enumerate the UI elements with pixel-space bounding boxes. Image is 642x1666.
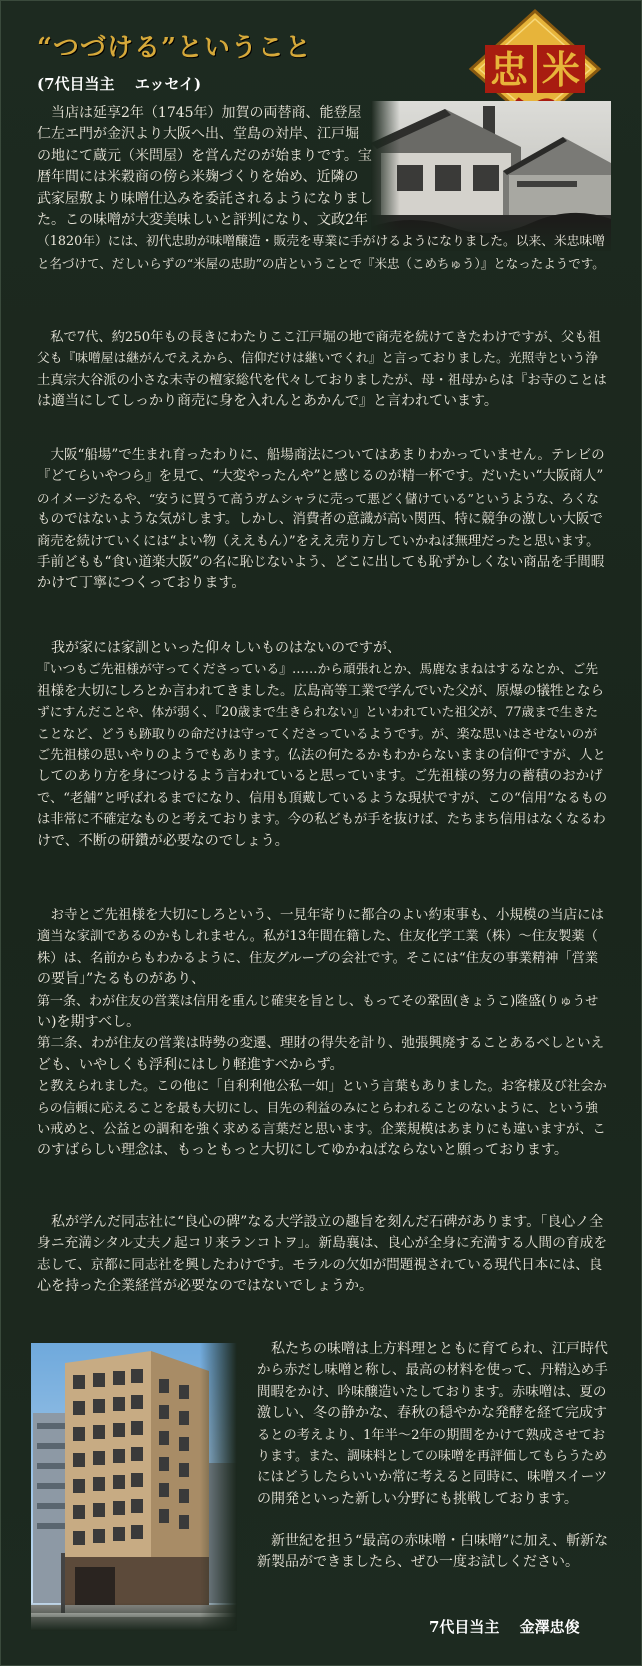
- text-line: 『いつもご先祖様が守ってくださっている』……から頑張れとか、馬鹿なまねはするなとか、ご先: [37, 662, 598, 678]
- text-line: ども、いやしくも浮利にはしり軽進すべからず。: [37, 1056, 344, 1073]
- text-line: （1820年）には、初代忠助が味噌醸造・販売を専業に手がけるようになりました。以来、米忠味噌: [37, 234, 605, 250]
- text-line: は適当にしてしっかり商売に身を入れんとあかんで』と言われています。: [37, 393, 498, 410]
- essay-paragraph: [37, 103, 607, 274]
- essay-paragraph: [37, 445, 607, 595]
- text-line: 株）は、名前からもわかるように、住友グループの会社です。そこには“住友の事業精神「営業: [37, 950, 599, 966]
- text-line: 暦年間には米穀商の傍ら米麹づくりを始め、近隣の: [37, 169, 359, 186]
- text-line: から赤だし味噌と称し、最高の材料を使って、丹精込め手: [257, 1362, 608, 1379]
- text-line: 心を持った企業経営が必要なのではないでしょうか。: [37, 1278, 373, 1295]
- text-line: 土真宗大谷派の小さな末寺の檀家総代を代々しておりましたが、母・祖母からは『お寺のことは: [37, 372, 607, 388]
- text-line: にはどうしたらいいか常に考えると同時に、味噌スイーツ: [257, 1469, 608, 1486]
- text-line: と名づけて、だしいらずの“米屋の忠助”の店ということで『米忠（こめちゅう）』となったようです。: [37, 255, 605, 271]
- text-line: のすばらしい理念は、もっともっと大切にしてゆかねばならないと願っております。: [37, 1142, 568, 1159]
- text-line: 手前どもも“食い道楽大阪”の名に恥じないよう、どこに出しても恥ずかしくない商品を手間暇: [37, 554, 605, 571]
- text-line: 間暇をかけ、吟味醸造いたしております。赤味噌は、夏の: [257, 1383, 607, 1400]
- text-line: お寺とご先祖様を大切にしろという、一見年寄りに都合のよい約束事も、小規模の当店には: [37, 907, 604, 923]
- text-line: と教えられました。この他に「自利利他公私一如」という言葉もありました。お客様及び社会か: [37, 1079, 607, 1095]
- text-line: してのあり方を身につけるよう言われていると思っています。ご先祖様の努力の蓄積のおかげ: [37, 768, 603, 785]
- text-line: 『どてらいやつら』を見て、“大変やったんや”と感じるのが精一杯です。だいたい“大阪商人”: [37, 468, 604, 485]
- text-line: 私が学んだ同志社に“良心の碑”なる大学設立の趣旨を刻んだ石碑があります。「良心ノ全: [37, 1214, 604, 1230]
- svg-text:米: 米: [541, 48, 581, 92]
- text-line: ずにすんだことや、体が弱く、『20歳まで生きられない』といわれていた祖父が、77歳まで生きた: [37, 705, 599, 721]
- text-line: で、“老舗”と呼ばれるまでになり、信用も頂戴しているような現状ですが、この“信用”なるもの: [37, 790, 608, 806]
- page-subtitle: (7代目当主 エッセイ): [37, 75, 202, 93]
- essay-paragraph: [37, 638, 607, 852]
- text-line: ご先祖様の思いやりのようでもあります。仏法の何たるかもわからないままの信仰ですが、人と: [37, 748, 606, 764]
- text-line: らの信頼に応えることを最も大切にし、目先の利益のみにとらわれることのないように、という強: [37, 1100, 598, 1116]
- text-line: るとの考えより、1年半～2年の期間をかけて熟成させてお: [257, 1427, 606, 1443]
- text-line: 大阪“船場”で生まれ育ったわりに、船場商法についてはあまりわかっていません。テレビの: [37, 447, 605, 463]
- text-line: かけて丁寧につくっております。: [37, 575, 246, 592]
- text-line: 武家屋敷より味噌仕込みを委託されるようになりまし: [37, 190, 373, 207]
- text-line: ります。また、調味料としての味噌を再評価してもらうため: [257, 1449, 607, 1465]
- essay-paragraph: [37, 1212, 607, 1298]
- essay-paragraph: [257, 1531, 609, 1574]
- text-line: 第一条、わが住友の営業は信用を重んじ確実を旨とし、もってその鞏固(きょうこ)隆盛(りゅうせ: [37, 993, 599, 1009]
- text-line: 志して、京都に同志社を興したわけです。モラルの欠如が問題視されている現代日本には、良: [37, 1256, 603, 1273]
- text-line: の開発といった新しい分野にも挑戦しております。: [257, 1490, 578, 1507]
- page-title: “つづける”ということ: [37, 33, 312, 63]
- text-line: けで、不断の研鑽が必要なのでしょう。: [37, 832, 289, 849]
- text-line: 当店は延享2年（1745年）加賀の両替商、能登屋: [37, 105, 362, 121]
- text-line: 身ニ充満シタル丈夫ノ起コリ来ランコトヲ」。新島襄は、良心が全身に充満する人間の育成を: [37, 1235, 608, 1252]
- office-building-photo: [31, 1343, 237, 1631]
- text-line: の地にて蔵元（米問屋）を営んだのが始まりです。宝: [37, 147, 372, 164]
- essay-paragraph: [257, 1339, 609, 1510]
- text-line: 新世紀を担う“最高の赤味噌・白味噌”に加え、斬新な: [257, 1533, 609, 1549]
- text-line: い)を期すべし。: [37, 1014, 141, 1031]
- text-line: 祖様を大切にしろとか言われてきました。広島高等工業で学んでいた父が、原爆の犠牲となら: [37, 682, 604, 699]
- text-line: た。この味噌が大変美味しいと評判になり、文政2年: [37, 212, 368, 229]
- essay-paragraph: [37, 327, 607, 413]
- text-line: ものではないような気がします。しかし、消費者の意識が高い関西、特に競争の激しい大阪で: [37, 511, 603, 528]
- text-line: 第二条、わが住友の営業は時勢の変遷、理財の得失を計り、弛張興廃することあるべしといえ: [37, 1035, 604, 1052]
- text-line: い戒めと、公益との調和を強く求める言葉だと思います。企業規模はあまりにも違いますが、こ: [37, 1122, 606, 1138]
- text-line: 適当な家訓であるのかもしれません。私が13年間在籍した、住友化学工業（株）～住友製薬（: [37, 929, 598, 945]
- essay-paragraph: [37, 905, 607, 1162]
- text-line: は非常に不確定なものと考えております。今の私どもが手を抜けば、たちまち信用はなくなるわ: [37, 812, 606, 828]
- text-line: 商売を続けていくには“よい物（ええもん）”をええ売り方していかねば無理だったと思います。: [37, 533, 600, 549]
- text-line: ことなど、どうも跡取りの命だけは守ってくださっているようです。が、楽な思いはさせないのが: [37, 726, 597, 742]
- text-line: 激しい、冬の静かな、春秋の穏やかな発酵を経て完成す: [257, 1405, 607, 1422]
- text-line: 私たちの味噌は上方料理とともに育てられ、江戸時代: [257, 1341, 608, 1357]
- text-line: 父も『味噌屋は継がんでええから、信仰だけは継いでくれ』と言っておりました。光照寺という浄: [37, 351, 598, 367]
- text-line: 仁左エ門が金沢より大阪へ出、堂島の対岸、江戸堀: [37, 126, 359, 143]
- text-line: 新製品ができましたら、ぜひ一度お試しください。: [257, 1554, 579, 1571]
- svg-text:忠: 忠: [489, 48, 529, 92]
- text-line: 私で7代、約250年もの長きにわたりここ江戸堀の地で商売を続けてきたわけですが、父も祖: [37, 330, 601, 345]
- text-line: の要旨」”たるものがあり、: [37, 971, 206, 988]
- author-signature: 7代目当主 金澤忠俊: [429, 1618, 580, 1636]
- text-line: 我が家には家訓といった仰々しいものはないのですが、: [37, 640, 401, 656]
- text-line: のイメージたるや、“安うに買うて高うガムシャラに売って悪どく儲けている”というような、ろくな: [37, 490, 599, 506]
